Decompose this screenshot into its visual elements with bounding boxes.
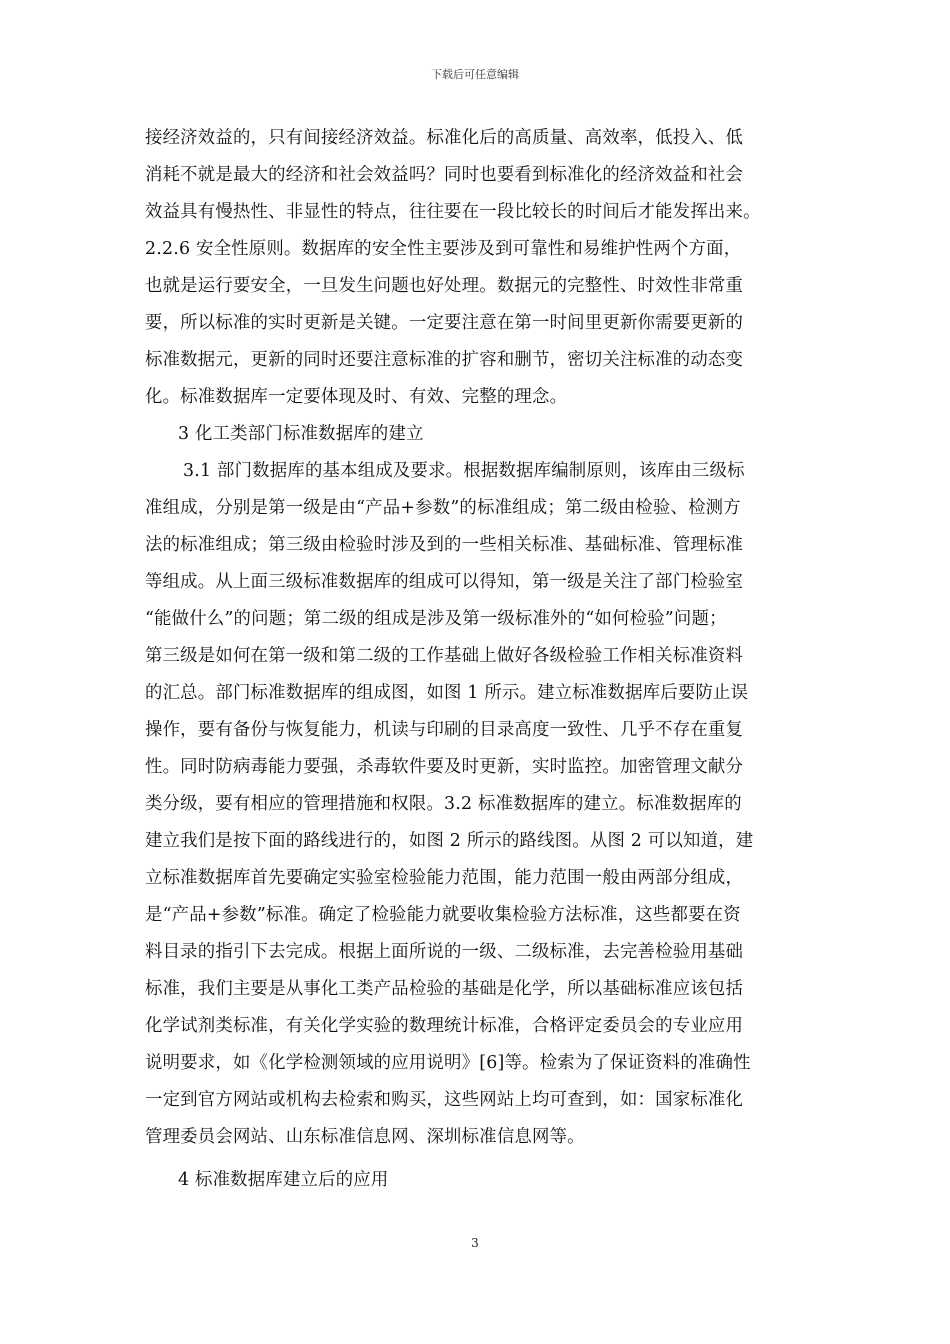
text-line: 料目录的指引下去完成。根据上面所说的一级、二级标准，去完善检验用基础 bbox=[145, 942, 744, 962]
text-line: 准组成，分别是第一级是由“产品+参数”的标准组成；第二级由检验、检测方 bbox=[145, 498, 741, 518]
text-line: 等组成。从上面三级标准数据库的组成可以得知，第一级是关注了部门检验室 bbox=[145, 572, 744, 592]
text-line: 标准数据元，更新的同时还要注意标准的扩容和删节，密切关注标准的动态变 bbox=[145, 350, 744, 370]
text-line: 也就是运行要安全，一旦发生问题也好处理。数据元的完整性、时效性非常重 bbox=[145, 276, 744, 296]
text-line: 3.1 部门数据库的基本组成及要求。根据数据库编制原则，该库由三级标 bbox=[183, 461, 745, 481]
text-line: 操作，要有备份与恢复能力，机读与印刷的目录高度一致性、几乎不存在重复 bbox=[145, 720, 744, 740]
text-line: 消耗不就是最大的经济和社会效益吗？同时也要看到标准化的经济效益和社会 bbox=[145, 165, 744, 185]
text-line: 化。标准数据库一定要体现及时、有效、完整的理念。 bbox=[145, 387, 568, 407]
text-line: 第三级是如何在第一级和第二级的工作基础上做好各级检验工作相关标准资料 bbox=[145, 646, 744, 666]
text-line: 性。同时防病毒能力要强，杀毒软件要及时更新，实时监控。加密管理文献分 bbox=[145, 757, 744, 777]
text-line: 类分级，要有相应的管理措施和权限。3.2 标准数据库的建立。标准数据库的 bbox=[145, 794, 742, 814]
text-line: 说明要求，如《化学检测领域的应用说明》[6]等。检索为了保证资料的准确性 bbox=[145, 1053, 751, 1073]
document-body bbox=[145, 120, 825, 1199]
text-line: 标准，我们主要是从事化工类产品检验的基础是化学，所以基础标准应该包括 bbox=[145, 979, 744, 999]
section-heading: 3 化工类部门标准数据库的建立 bbox=[178, 424, 424, 444]
text-line: 建立我们是按下面的路线进行的，如图 2 所示的路线图。从图 2 可以知道，建 bbox=[145, 831, 754, 851]
section-heading: 4 标准数据库建立后的应用 bbox=[178, 1170, 389, 1190]
text-line: 的汇总。部门标准数据库的组成图，如图 1 所示。建立标准数据库后要防止误 bbox=[145, 683, 749, 703]
page-number: 3 bbox=[471, 1236, 479, 1250]
text-line: 立标准数据库首先要确定实验室检验能力范围，能力范围一般由两部分组成， bbox=[145, 868, 744, 888]
text-line: 管理委员会网站、山东标准信息网、深圳标准信息网等。 bbox=[145, 1127, 585, 1147]
text-line: 效益具有慢热性、非显性的特点，往往要在一段比较长的时间后才能发挥出来。 bbox=[145, 202, 761, 222]
text-line: 一定到官方网站或机构去检索和购买，这些网站上均可查到，如：国家标准化 bbox=[145, 1090, 744, 1110]
text-line: 是“产品+参数”标准。确定了检验能力就要收集检验方法标准，这些都要在资 bbox=[145, 905, 741, 925]
text-line: 要，所以标准的实时更新是关键。一定要注意在第一时间里更新你需要更新的 bbox=[145, 313, 744, 333]
text-line: 接经济效益的，只有间接经济效益。标准化后的高质量、高效率，低投入、低 bbox=[145, 128, 744, 148]
text-line: 化学试剂类标准，有关化学实验的数理统计标准，合格评定委员会的专业应用 bbox=[145, 1016, 744, 1036]
text-line: “能做什么”的问题；第二级的组成是涉及第一级标准外的“如何检验”问题； bbox=[145, 609, 727, 629]
text-line: 2.2.6 安全性原则。数据库的安全性主要涉及到可靠性和易维护性两个方面， bbox=[145, 239, 742, 259]
page-header: 下载后可任意编辑 bbox=[431, 68, 519, 81]
text-line: 法的标准组成；第三级由检验时涉及到的一些相关标准、基础标准、管理标准 bbox=[145, 535, 744, 555]
